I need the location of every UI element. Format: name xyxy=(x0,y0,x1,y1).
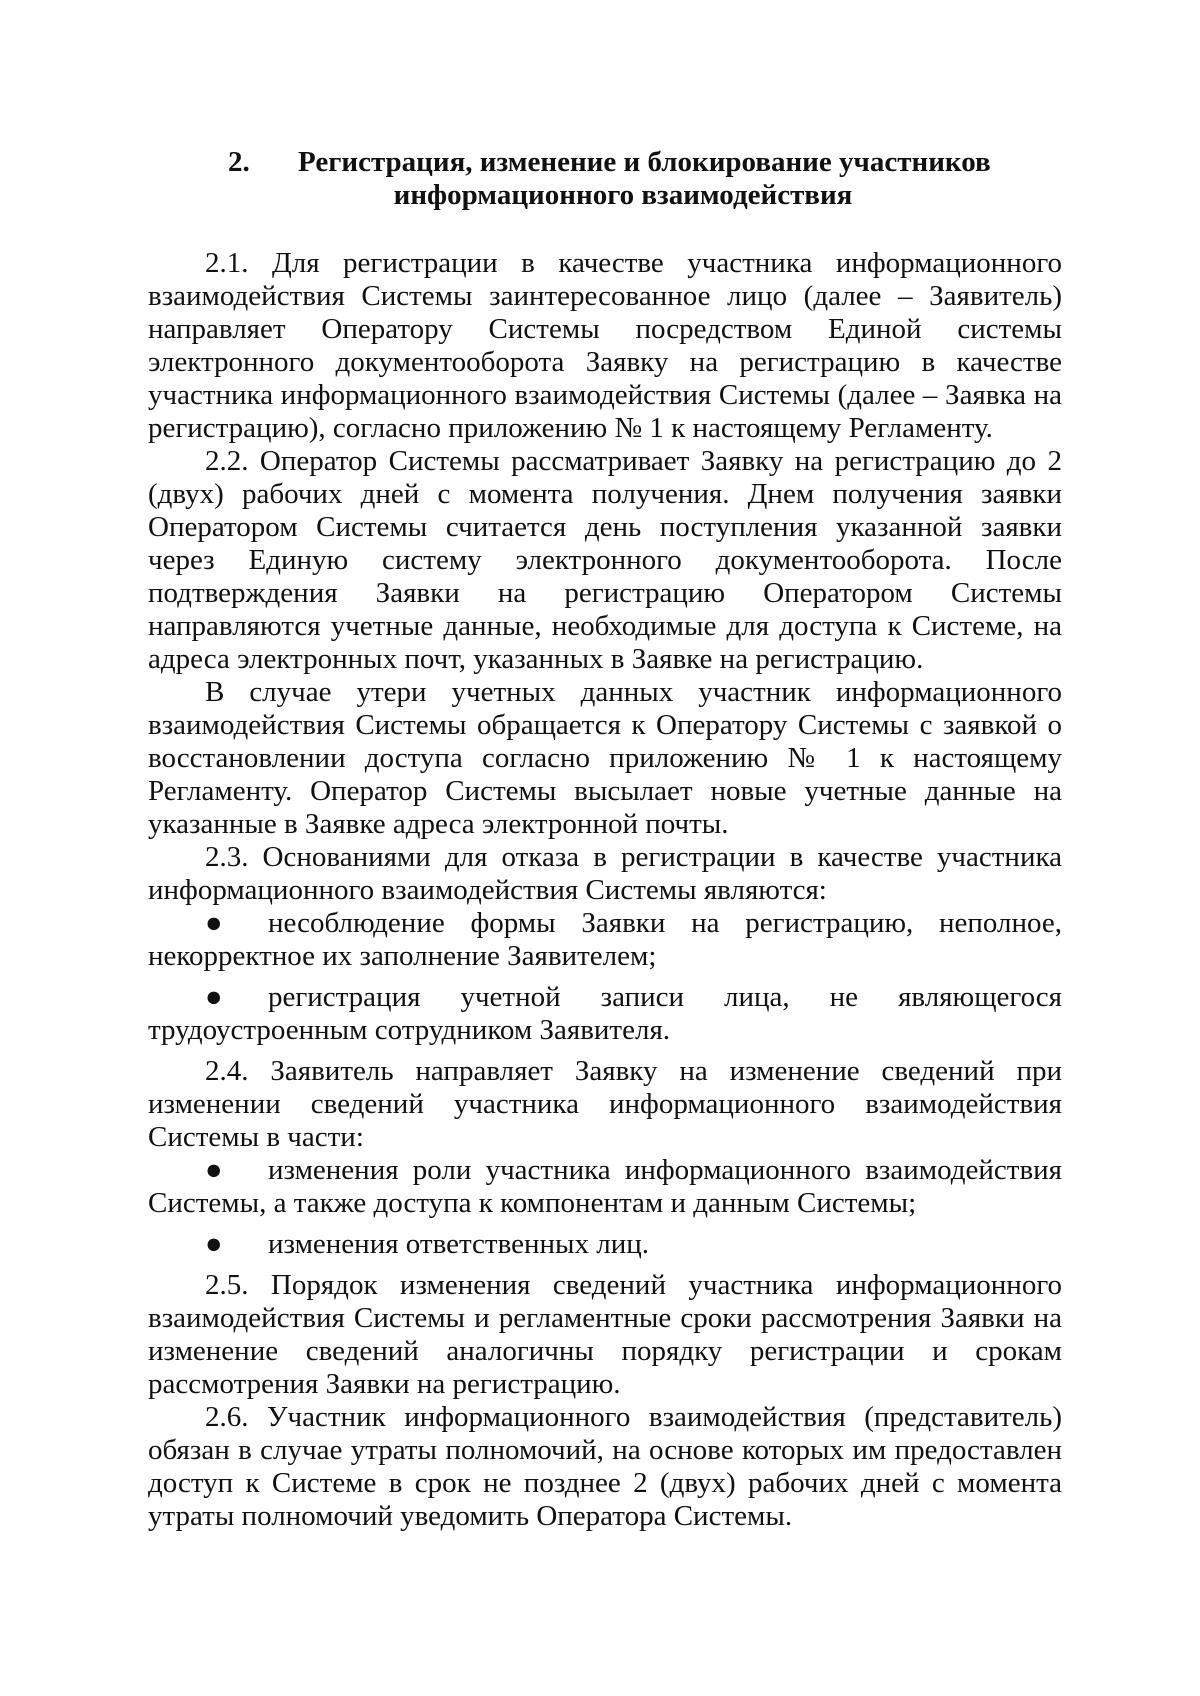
list-item-text: изменения ответственных лиц. xyxy=(268,1228,649,1260)
paragraph-2-6: 2.6. Участник информационного взаимодействия (представитель) обязан в случае утраты полномочий, на основе которых им предоставлен доступ к Системе в срок не позднее 2 (двух) рабочих дней с момента утраты полномочий уведомить Оператора Системы. xyxy=(148,1401,1062,1532)
paragraph-2-5: 2.5. Порядок изменения сведений участника информационного взаимодействия Системы и регламентные сроки рассмотрения Заявки на изменение сведений аналогичны порядку регистрации и срокам рассмотрения Заявки на регистрацию. xyxy=(148,1269,1062,1400)
section-title-line1: Регистрация, изменение и блокирование участников xyxy=(298,146,991,178)
paragraph-2-4: 2.4. Заявитель направляет Заявку на изменение сведений при изменении сведений участника информационного взаимодействия Системы в части: xyxy=(148,1055,1062,1153)
list-item xyxy=(148,981,1062,1047)
bullet-icon: ● xyxy=(205,981,223,1013)
paragraph-2-2-lost-credentials: В случае утери учетных данных участник информационного взаимодействия Системы обращается к Оператору Системы с заявкой о восстановлении доступа согласно приложению № 1 к настоящему Регламенту. Оператор Системы высылает новые учетные данные на указанные в Заявке адреса электронной почты. xyxy=(148,676,1062,840)
paragraph-2-3: 2.3. Основаниями для отказа в регистрации в качестве участника информационного взаимодействия Системы являются: xyxy=(148,841,1062,906)
section-title-line2: информационного взаимодействия xyxy=(393,179,853,211)
list-item-text: изменения роли участника информационного взаимодействия Системы, а также доступа к компонентам и данным Системы; xyxy=(148,1154,1062,1219)
section-body xyxy=(148,247,1062,1533)
list-item xyxy=(148,1228,1062,1261)
list-item xyxy=(148,1154,1062,1220)
list-item xyxy=(148,907,1062,973)
bullet-icon: ● xyxy=(205,1154,223,1186)
list-item-text: регистрация учетной записи лица, не являющегося трудоустроенным сотрудником Заявителя. xyxy=(148,981,1062,1046)
section-heading xyxy=(148,146,1062,212)
paragraph-2-1: 2.1. Для регистрации в качестве участника информационного взаимодействия Системы заинтересованное лицо (далее – Заявитель) направляет Оператору Системы посредством Единой системы электронного документооборота Заявку на регистрацию в качестве участника информационного взаимодействия Системы (далее – Заявка на регистрацию), согласно приложению № 1 к настоящему Регламенту. xyxy=(148,247,1062,444)
bullet-icon: ● xyxy=(205,907,223,939)
section-number: 2. xyxy=(228,146,250,178)
paragraph-2-2: 2.2. Оператор Системы рассматривает Заявку на регистрацию до 2 (двух) рабочих дней с момента получения. Днем получения заявки Оператором Системы считается день поступления указанной заявки через Единую систему электронного документооборота. После подтверждения Заявки на регистрацию Оператором Системы направляются учетные данные, необходимые для доступа к Системе, на адреса электронных почт, указанных в Заявке на регистрацию. xyxy=(148,445,1062,675)
bullet-icon: ● xyxy=(205,1228,223,1260)
list-item-text: несоблюдение формы Заявки на регистрацию, неполное, некорректное их заполнение Заявителем; xyxy=(148,907,1062,972)
